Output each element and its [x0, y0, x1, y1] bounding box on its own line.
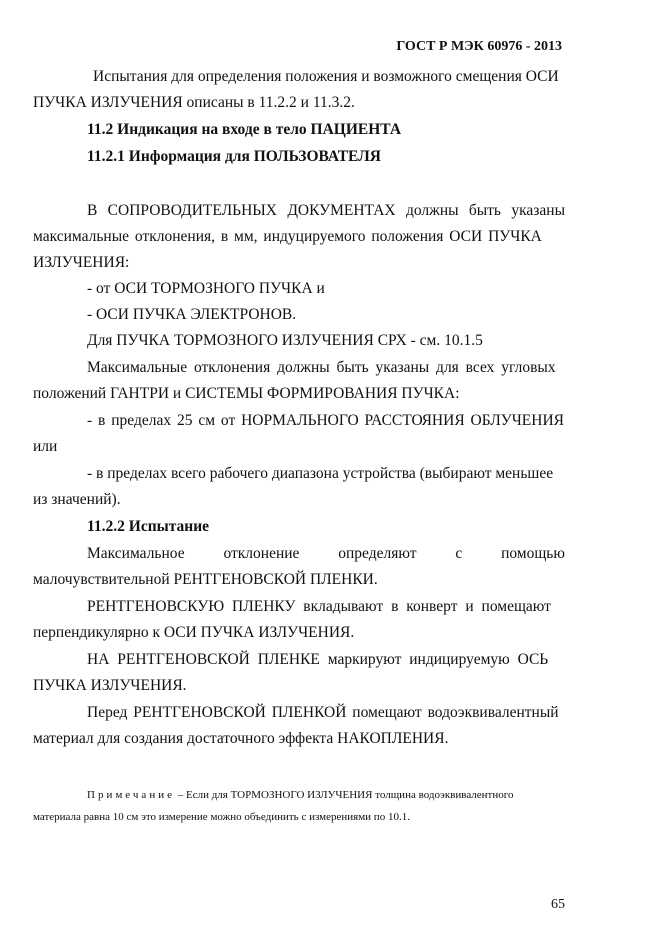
paragraph-6-line-2: ПУЧКА ИЗЛУЧЕНИЯ. — [33, 677, 187, 694]
note-line-1 — [87, 788, 514, 802]
word: указаны — [511, 202, 565, 219]
note-label: Примечание — [87, 789, 175, 801]
word: помощью — [501, 545, 565, 562]
section-heading-11-2: 11.2 Индикация на входе в тело ПАЦИЕНТА — [87, 121, 402, 138]
paragraph-3-line-1: Максимальные отклонения должны быть указаны для всех угловых — [87, 359, 556, 376]
list-item-25cm-line-1: - в пределах 25 см от НОРМАЛЬНОГО РАССТОЯНИЯ ОБЛУЧЕНИЯ — [87, 412, 564, 429]
word: СОПРОВОДИТЕЛЬНЫХ — [107, 202, 277, 219]
paragraph-5-line-1: РЕНТГЕНОВСКУЮ ПЛЕНКУ вкладывают в конверт и помещают — [87, 598, 551, 615]
word: В — [87, 202, 98, 219]
paragraph-4-line-2: малочувствительной РЕНТГЕНОВСКОЙ ПЛЕНКИ. — [33, 571, 378, 588]
note-line-2: материала равна 10 см это измерение можно объединить с измерениями по 10.1. — [33, 811, 410, 823]
section-heading-11-2-2: 11.2.2 Испытание — [87, 518, 210, 535]
list-item-electron-axis: - ОСИ ПУЧКА ЭЛЕКТРОНОВ. — [87, 306, 297, 323]
paragraph-7-line-2: материал для создания достаточного эффекта НАКОПЛЕНИЯ. — [33, 730, 449, 747]
word: должны — [405, 202, 459, 219]
paragraph-2: Для ПУЧКА ТОРМОЗНОГО ИЗЛУЧЕНИЯ СРХ - см. 10.1.5 — [87, 332, 483, 349]
word: быть — [468, 202, 502, 219]
intro-line-1: Испытания для определения положения и возможного смещения ОСИ — [93, 68, 559, 85]
list-item-25cm-line-2: или — [33, 438, 58, 455]
list-item-range-line-1: - в пределах всего рабочего диапазона устройства (выбирают меньшее — [87, 465, 554, 482]
word: Максимальное — [87, 545, 185, 562]
list-item-range-line-2: из значений). — [33, 491, 121, 508]
section-heading-11-2-1: 11.2.1 Информация для ПОЛЬЗОВАТЕЛЯ — [87, 148, 381, 165]
paragraph-5-line-2: перпендикулярно к ОСИ ПУЧКА ИЗЛУЧЕНИЯ. — [33, 624, 355, 641]
page-number: 65 — [551, 897, 565, 912]
word: отклонение — [223, 545, 300, 562]
intro-line-2: ПУЧКА ИЗЛУЧЕНИЯ описаны в 11.2.2 и 11.3.2. — [33, 94, 355, 111]
paragraph-7-line-1: Перед РЕНТГЕНОВСКОЙ ПЛЕНКОЙ помещают водоэквивалентный — [87, 704, 559, 721]
paragraph-1-line-1 — [87, 201, 565, 220]
word: ДОКУМЕНТАХ — [287, 202, 396, 219]
word: с — [455, 545, 463, 562]
page-header-standard: ГОСТ Р МЭК 60976 - 2013 — [396, 39, 562, 54]
paragraph-4-line-1 — [87, 544, 565, 563]
word: определяют — [338, 545, 417, 562]
paragraph-1-line-3: ИЗЛУЧЕНИЯ: — [33, 254, 130, 271]
list-item-brems-axis: - от ОСИ ТОРМОЗНОГО ПУЧКА и — [87, 280, 325, 297]
paragraph-6-line-1: НА РЕНТГЕНОВСКОЙ ПЛЕНКЕ маркируют индицируемую ОСЬ — [87, 651, 549, 668]
paragraph-1-line-2: максимальные отклонения, в мм, индуцируемого положения ОСИ ПУЧКА — [33, 228, 542, 245]
paragraph-3-line-2: положений ГАНТРИ и СИСТЕМЫ ФОРМИРОВАНИЯ ПУЧКА: — [33, 385, 460, 402]
note-text-1: – Если для ТОРМОЗНОГО ИЗЛУЧЕНИЯ толщина водоэквивалентного — [177, 789, 514, 801]
